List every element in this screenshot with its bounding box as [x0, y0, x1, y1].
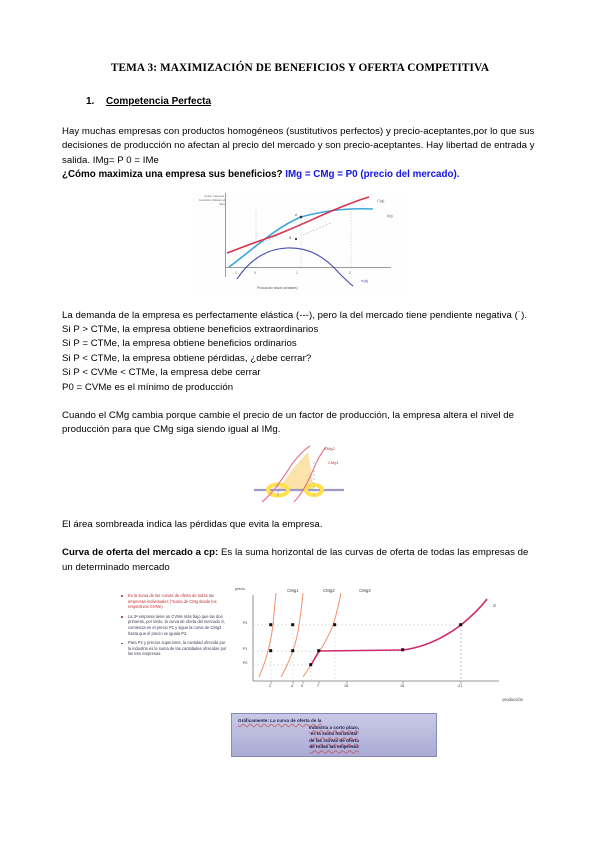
figure-sketch	[248, 444, 352, 506]
condition-0: Si P > CTMe, la empresa obtiene beneficios extraordinarios	[62, 324, 319, 336]
chart-ytick-p1: P1	[243, 647, 248, 652]
figure-bullet-list	[119, 593, 229, 661]
supply-paragraph-block	[62, 546, 538, 575]
callout-line-0: Gráficamente: La curva de oferta de la	[238, 718, 322, 724]
supply-chart-svg	[231, 589, 517, 701]
section-number: 1.	[86, 96, 95, 107]
callout-line-4: de todas las empresas	[309, 744, 359, 750]
figure-sketch-wrapper	[62, 444, 538, 506]
condition-4: P0 = CVMe es el mínimo de producción	[62, 381, 234, 393]
figure-cost-curves-svg	[191, 191, 409, 297]
figure-sketch-svg	[248, 444, 352, 506]
curve-label-cost: C(q)	[377, 198, 385, 203]
section-title: Competencia Perfecta	[106, 96, 212, 107]
figure-cost-curves-wrapper	[62, 191, 538, 297]
figure-x-axis-label: Producción anual (unidades)	[257, 285, 298, 290]
figure-bullet-0: Es la suma de las curvas de oferta de todas las empresas individuales ("suma de CMg desde los respectivos CVMe)	[119, 593, 229, 610]
chart-xtick-4: 10	[344, 684, 349, 689]
curve-point-b: B	[289, 235, 292, 240]
figure-xtick-0: 1	[235, 270, 237, 275]
condition-1: Si P = CTMe, la empresa obtiene beneficios ordinarios	[62, 338, 297, 350]
sketch-label-cmg2: CMg2	[324, 445, 335, 451]
curve-label-profit: π(q)	[361, 278, 369, 283]
question-label: ¿Cómo maximiza una empresa sus beneficios?	[62, 169, 283, 181]
sketch-label-cmg1: CMg1	[328, 459, 339, 465]
supply-heading: Curva de oferta del mercado a cp:	[62, 547, 219, 559]
condition-2: Si P < CTMe, la empresa obtiene pérdidas, ¿debe cerrar?	[62, 352, 312, 364]
figure-xtick-3: 2	[349, 270, 351, 275]
chart-ytick-p0: P0	[243, 661, 248, 666]
question-line	[62, 168, 538, 182]
page-title: TEMA 3: MAXIMIZACIÓN DE BENEFICIOS Y OFERTA COMPETITIVA	[110, 62, 490, 74]
chart-xtick-1: 4	[291, 684, 294, 689]
cmg-paragraph: Cuando el CMg cambia porque cambie el precio de un factor de producción, la empresa altera el nivel de producción para que CMg siga siendo igual al IMg.	[62, 410, 514, 436]
supply-paragraph-text: Es la suma horizontal de las curvas de oferta de todas las empresas de un determinado mercado	[62, 547, 529, 573]
chart-ytick-p2: P2	[243, 621, 248, 626]
callout-line-3: de las curvas de oferta	[309, 737, 359, 743]
callout-line-1: industria a corto plazo,	[308, 724, 360, 730]
intro-paragraph: Hay muchas empresas con productos homogéneos (sustitutivos perfectos) y precio-aceptantes,por lo que sus decisiones de producción no afectan al precio del mercado y son precio-aceptantes. Hay libertad de entrada y salida. IMg= P 0 = IMe	[62, 126, 535, 166]
callout-line-2: es la suma horizontal	[310, 731, 358, 737]
figure-bullet-2: Para P2 y precios superiores, la cantidad ofrecida por la industria es la suma de las cantidades ofrecidas por las tres empresas.	[119, 640, 229, 657]
chart-x-axis-label: producción	[502, 697, 523, 703]
chart-callout-box	[231, 713, 437, 757]
chart-xtick-6: 21	[458, 684, 463, 689]
figure-xtick-1: 0	[254, 270, 256, 275]
curve-point-a: A	[295, 212, 298, 217]
question-answer: IMg = CMg = P0 (precio del mercado).	[285, 169, 460, 181]
shaded-paragraph: El área sombreada indica las pérdidas que evita la empresa.	[62, 518, 323, 530]
figure-market-supply	[79, 587, 521, 783]
chart-legend-supply: S	[493, 603, 496, 609]
chart-xtick-0: 2	[269, 684, 272, 689]
chart-legend-cmg2: CMg2	[323, 588, 335, 594]
figure-y-axis-label: Coste, ingresos, beneficio (dólares al año)	[199, 193, 225, 206]
figure-market-supply-wrapper	[62, 587, 538, 783]
curve-label-revenue: I(q)	[387, 213, 393, 218]
chart-xtick-3: 7	[317, 684, 320, 689]
chart-legend-cmg1: CMg1	[287, 588, 299, 594]
chart-xtick-2: 5	[301, 684, 304, 689]
figure-cost-curves	[191, 191, 409, 297]
figure-bullet-1: La 3ª empresa tiene un CVMe más bajo que las dos primeras, por tanto, la curva de oferta del mercado S, comienza en el precio P1 y sigue la curva de CMg3 hasta que el precio se iguala P2.	[119, 614, 229, 636]
figure-xtick-2: 1	[296, 270, 298, 275]
chart-legend-cmg3: CMg3	[359, 588, 371, 594]
demand-paragraph: La demanda de la empresa es perfectamente elástica (---), pero la del mercado tiene pendiente negativa (˙).	[62, 309, 528, 321]
condition-3: Si P < CVMe < CTMe, la empresa debe cerrar	[62, 367, 261, 379]
chart-xtick-5: 15	[400, 684, 405, 689]
chart-y-axis-label: precio	[235, 587, 245, 592]
section-heading	[62, 96, 538, 107]
supply-chart-plot	[231, 587, 523, 703]
